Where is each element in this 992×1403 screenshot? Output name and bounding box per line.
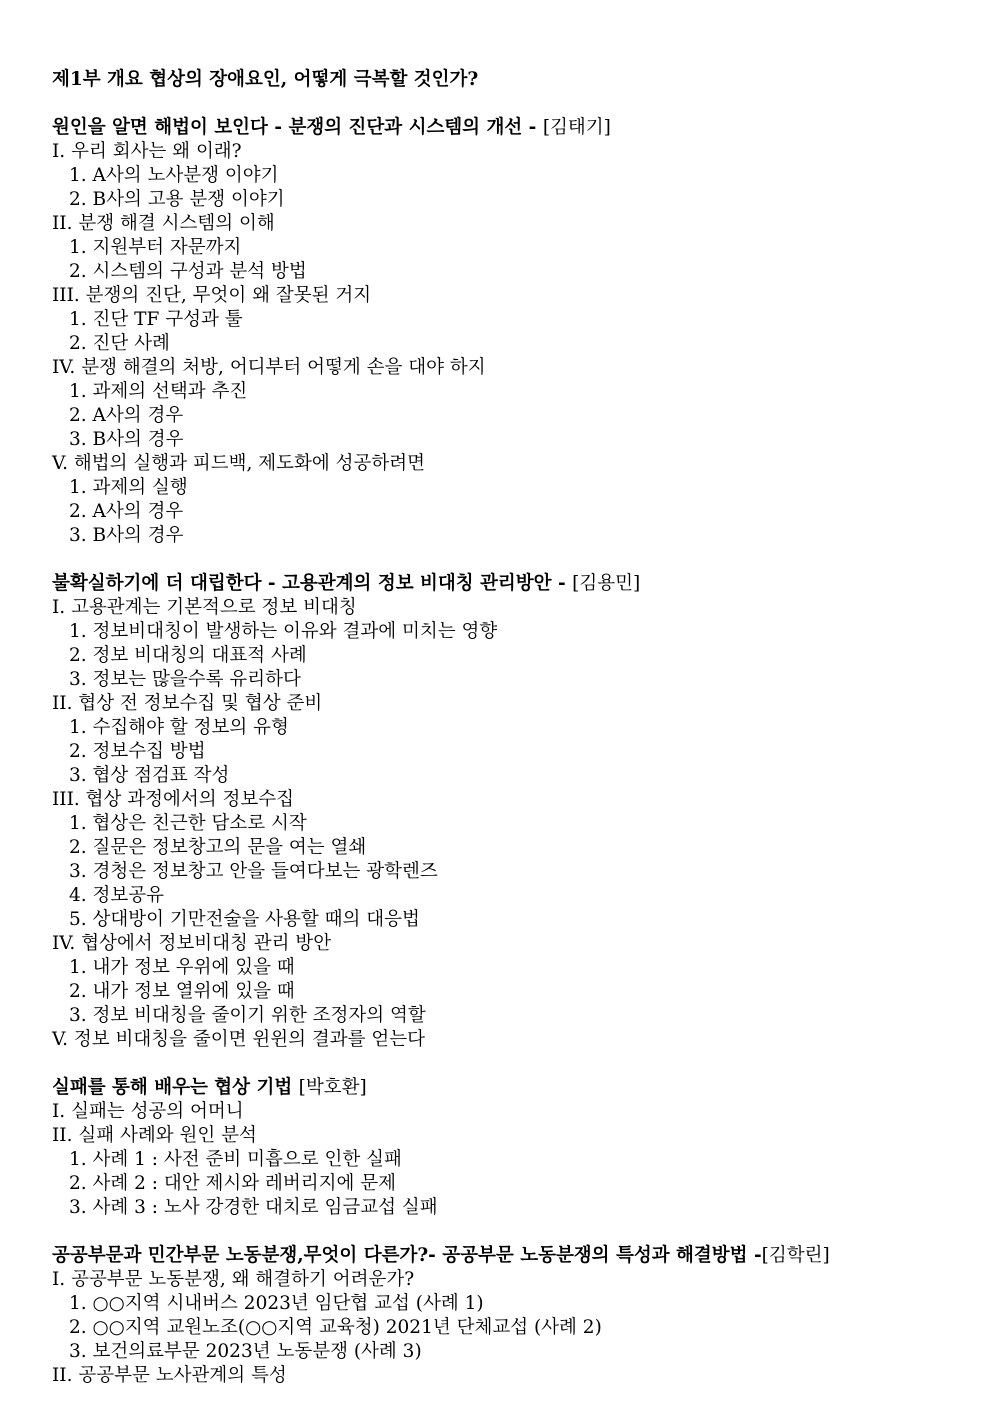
section-heading xyxy=(52,572,972,596)
outline-subitem: 1. ○○지역 시내버스 2023년 임단협 교섭 (사례 1) xyxy=(69,1293,484,1314)
outline-item: III. 협상 과정에서의 정보수집 xyxy=(52,789,295,810)
outline-subitem: 2. 질문은 정보창고의 문을 여는 열쇄 xyxy=(69,837,367,858)
outline-subitem: 1. 과제의 선택과 추진 xyxy=(69,381,248,402)
section-title: 불확실하기에 더 대립한다 - 고용관계의 정보 비대칭 관리방안 - xyxy=(52,573,573,594)
outline-item: II. 실패 사례와 원인 분석 xyxy=(52,1125,257,1146)
section-author: [박호환] xyxy=(298,1077,367,1098)
section-title: 원인을 알면 해법이 보인다 - 분쟁의 진단과 시스템의 개선 - xyxy=(52,117,543,138)
section-title: 실패를 통해 배우는 협상 기법 xyxy=(52,1077,299,1098)
outline-subitem: 3. B사의 경우 xyxy=(69,429,184,450)
section-spacer xyxy=(52,1052,972,1076)
section-heading xyxy=(52,1244,972,1268)
outline-subitem: 3. B사의 경우 xyxy=(69,525,184,546)
outline-item: I. 우리 회사는 왜 이래? xyxy=(52,141,242,162)
outline-subitem: 1. A사의 노사분쟁 이야기 xyxy=(69,165,279,186)
outline-subitem: 2. 내가 정보 열위에 있을 때 xyxy=(69,981,295,1002)
outline-subitem: 3. 보건의료부문 2023년 노동분쟁 (사례 3) xyxy=(69,1341,422,1362)
outline-subitem: 2. 정보 비대칭의 대표적 사례 xyxy=(69,645,307,666)
section-heading xyxy=(52,116,972,140)
section-spacer xyxy=(52,1220,972,1244)
outline-subitem: 2. B사의 고용 분쟁 이야기 xyxy=(69,189,285,210)
outline-item: I. 공공부문 노동분쟁, 왜 해결하기 어려운가? xyxy=(52,1269,415,1290)
outline-subitem: 2. 진단 사례 xyxy=(69,333,170,354)
section-author: [김용민] xyxy=(572,573,641,594)
section-author: [김태기] xyxy=(542,117,611,138)
outline-subitem: 2. A사의 경우 xyxy=(69,501,184,522)
outline-subitem: 2. A사의 경우 xyxy=(69,405,184,426)
outline-subitem: 1. 내가 정보 우위에 있을 때 xyxy=(69,957,295,978)
outline-subitem: 1. 정보비대칭이 발생하는 이유와 결과에 미치는 영향 xyxy=(69,621,498,642)
outline-item: II. 분쟁 해결 시스템의 이해 xyxy=(52,213,275,234)
outline-subitem: 1. 진단 TF 구성과 툴 xyxy=(69,309,243,330)
outline-item: III. 분쟁의 진단, 무엇이 왜 잘못된 거지 xyxy=(52,285,372,306)
section-heading xyxy=(52,1076,972,1100)
section-spacer xyxy=(52,548,972,572)
part-title: 제1부 개요 협상의 장애요인, 어떻게 극복할 것인가? xyxy=(52,69,479,90)
outline-subitem: 2. 사례 2 : 대안 제시와 레버리지에 문제 xyxy=(69,1173,397,1194)
outline-subitem: 1. 수집해야 할 정보의 유형 xyxy=(69,717,289,738)
outline-subitem: 3. 사례 3 : 노사 강경한 대치로 임금교섭 실패 xyxy=(69,1197,438,1218)
outline-item: II. 공공부문 노사관계의 특성 xyxy=(52,1365,287,1386)
document-body xyxy=(52,68,972,1388)
outline-subitem: 3. 정보 비대칭을 줄이기 위한 조정자의 역할 xyxy=(69,1005,426,1026)
outline-item: V. 정보 비대칭을 줄이면 윈윈의 결과를 얻는다 xyxy=(52,1029,425,1050)
outline-subitem: 3. 경청은 정보창고 안을 들여다보는 광학렌즈 xyxy=(69,861,438,882)
outline-item: IV. 협상에서 정보비대칭 관리 방안 xyxy=(52,933,332,954)
outline-subitem: 1. 사례 1 : 사전 준비 미흡으로 인한 실패 xyxy=(69,1149,402,1170)
section-author: [김학린] xyxy=(761,1245,830,1266)
outline-subitem: 1. 지원부터 자문까지 xyxy=(69,237,242,258)
outline-subitem: 3. 정보는 많을수록 유리하다 xyxy=(69,669,301,690)
outline-subitem: 4. 정보공유 xyxy=(69,885,165,906)
outline-item: I. 실패는 성공의 어머니 xyxy=(52,1101,244,1122)
outline-subitem: 1. 협상은 친근한 담소로 시작 xyxy=(69,813,307,834)
outline-subitem: 1. 과제의 실행 xyxy=(69,477,188,498)
outline-item: I. 고용관계는 기본적으로 정보 비대칭 xyxy=(52,597,357,618)
outline-subitem: 2. 정보수집 방법 xyxy=(69,741,206,762)
section-title: 공공부문과 민간부문 노동분쟁,무엇이 다른가?- 공공부문 노동분쟁의 특성과 해결방법 - xyxy=(52,1245,762,1266)
outline-subitem: 5. 상대방이 기만전술을 사용할 때의 대응법 xyxy=(69,909,420,930)
outline-item: V. 해법의 실행과 피드백, 제도화에 성공하려면 xyxy=(52,453,425,474)
section-spacer xyxy=(52,92,972,116)
outline-subitem: 3. 협상 점검표 작성 xyxy=(69,765,230,786)
outline-item: II. 협상 전 정보수집 및 협상 준비 xyxy=(52,693,323,714)
outline-subitem: 2. ○○지역 교원노조(○○지역 교육청) 2021년 단체교섭 (사례 2) xyxy=(69,1317,602,1338)
outline-subitem: 2. 시스템의 구성과 분석 방법 xyxy=(69,261,307,282)
outline-item: IV. 분쟁 해결의 처방, 어디부터 어떻게 손을 대야 하지 xyxy=(52,357,486,378)
